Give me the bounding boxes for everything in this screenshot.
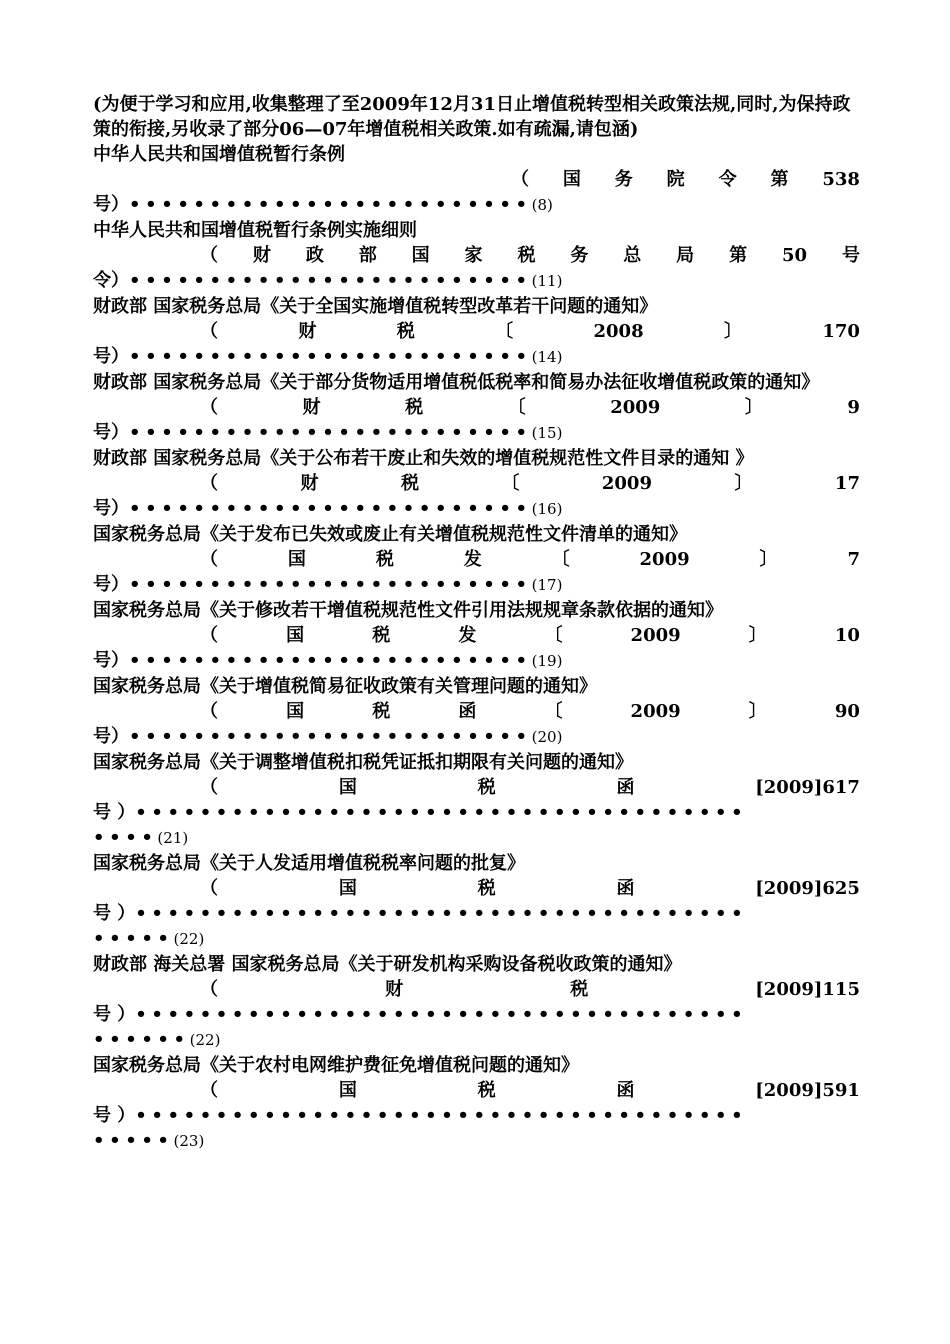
toc-entry-document-number [93,775,860,800]
leader-dots: •••••••••••••••••••••••••••••••••••••• [135,1004,748,1025]
document-number-part: （ [200,1080,218,1101]
toc-entry[interactable] [93,598,860,674]
document-number-part: 税 [400,473,419,494]
document-number-part: 财 [300,473,319,494]
document-number-part: 税 [372,701,391,722]
toc-entry[interactable] [93,218,860,294]
document-number-part: （ [511,169,529,190]
document-number-part: （ [200,473,218,494]
toc-entry-title: 国家税务总局《关于发布已失效或废止有关增值税规范性文件清单的通知》 [93,524,687,545]
toc-entry-document-number [93,699,860,724]
document-number-part: 令 [718,169,737,190]
toc-entry[interactable] [93,142,860,218]
toc-leader-line [93,825,860,851]
document-number-part: 〔 [551,549,570,570]
leader-dots: ••••••••••••••••••••••••• [129,650,532,671]
document-number-part: 税 [477,1080,496,1101]
page-number[interactable]: (22) [173,930,205,948]
page-number[interactable]: (14) [531,348,563,366]
toc-entry-title: 财政部 海关总署 国家税务总局《关于研发机构采购设备税收政策的通知》 [93,954,682,975]
toc-leader-line [93,420,860,446]
document-number-suffix: 号） [93,422,129,443]
document-number-part: 财 [302,397,321,418]
toc-entry-document-number [93,547,860,572]
document-number-part: 局 [676,245,695,266]
document-number-part: 国 [286,701,305,722]
document-number-part: 税 [477,777,496,798]
document-number-part: 税 [375,549,394,570]
document-number-suffix: 号 ） [93,1105,136,1126]
document-number-part: 税 [372,625,391,646]
toc-entry-document-number [93,395,860,420]
page-number[interactable]: (15) [531,424,563,442]
document-number-part: 170 [822,321,860,342]
document-number-suffix: 号 ） [93,1004,136,1025]
toc-leader-line [93,572,860,598]
toc-entry[interactable] [93,952,860,1053]
toc-leader-line [93,192,860,218]
document-number-part: 国 [338,777,357,798]
document-number-suffix: 号 ） [93,903,136,924]
document-number-part: 财 [252,245,271,266]
page-number[interactable]: (21) [157,829,189,847]
document-number-part: 10 [834,625,860,646]
document-body [93,92,860,1154]
toc-leader-line [93,800,860,825]
document-number-part: 第 [770,169,789,190]
toc-entry-title: 财政部 国家税务总局《关于全国实施增值税转型改革若干问题的通知》 [93,296,658,317]
document-number-part: 部 [358,245,377,266]
toc-entry-document-number [93,977,860,1002]
document-number-part: 国 [338,878,357,899]
document-number-part: 2009 [610,397,661,418]
toc-entry-document-number [93,319,860,344]
document-number-part: （ [200,321,218,342]
document-number-part: 发 [458,625,477,646]
document-number-part: 〕 [748,701,767,722]
leader-dots: •••• [93,827,158,848]
document-number-part: 财 [385,979,404,1000]
toc-leader-line [93,268,860,294]
leader-dots: •••••••••••••••••••••••••••••••••••••• [135,903,748,924]
document-number-part: 号 [841,245,860,266]
toc-entry-title: 国家税务总局《关于农村电网维护费征免增值税问题的通知》 [93,1055,579,1076]
toc-entry-title: 中华人民共和国增值税暂行条例 [93,144,345,165]
toc-entry[interactable] [93,1053,860,1154]
document-number-part: （ [200,701,218,722]
document-number-part: 9 [847,397,860,418]
document-number-part: [2009]115 [755,979,860,1000]
document-number-part: 〔 [501,473,520,494]
document-number-part: 税 [405,397,424,418]
document-number-suffix: 号 ） [93,802,136,823]
intro-paragraph: (为便于学习和应用,收集整理了至2009年12月31日止增值税转型相关政策法规,同时,为保持政策的衔接,另收录了部分06—07年增值税相关政策.如有疏漏,请包涵) [93,94,851,140]
toc-entry[interactable] [93,674,860,750]
document-number-part: [2009]617 [755,777,860,798]
toc-entry-document-number [93,243,860,268]
page-number[interactable]: (22) [189,1031,221,1049]
toc-entry-title: 国家税务总局《关于人发适用增值税税率问题的批复》 [93,853,525,874]
document-number-part: 〕 [744,397,763,418]
toc-entry[interactable] [93,851,860,952]
leader-dots: ••••• [93,1130,174,1151]
toc-entry-document-number [93,167,860,192]
toc-leader-line [93,901,860,926]
document-number-part: 院 [666,169,685,190]
toc-entry-document-number [93,623,860,648]
toc-entry-title: 国家税务总局《关于修改若干增值税规范性文件引用法规规章条款依据的通知》 [93,600,723,621]
document-number-part: 2009 [601,473,652,494]
document-number-part: 家 [464,245,483,266]
page-number[interactable]: (19) [531,652,563,670]
document-number-part: 538 [822,169,860,190]
leader-dots: ••••• [93,928,174,949]
document-number-suffix: 号） [93,650,129,671]
page-number[interactable]: (8) [531,196,553,214]
table-of-contents [93,142,860,1154]
leader-dots: ••••••••••••••••••••••••• [129,498,532,519]
page-number[interactable]: (16) [531,500,563,518]
document-number-suffix: 令） [93,270,129,291]
document-number-part: 国 [287,549,306,570]
toc-entry-document-number [93,471,860,496]
document-number-part: 政 [305,245,324,266]
document-number-part: 50 [781,245,808,266]
document-number-part: 〕 [748,625,767,646]
document-number-suffix: 号） [93,194,129,215]
document-number-part: 〔 [495,321,514,342]
document-number-part: 17 [834,473,860,494]
document-number-part: 国 [562,169,581,190]
toc-entry[interactable] [93,750,860,851]
document-number-part: （ [200,979,218,1000]
toc-entry[interactable] [93,294,860,370]
document-number-part: 财 [298,321,317,342]
leader-dots: ••••••••••••••••••••••••• [129,574,532,595]
document-number-part: （ [200,878,218,899]
toc-entry[interactable] [93,522,860,598]
leader-dots: ••••••••••••••••••••••••• [129,422,532,443]
leader-dots: •••••••••••••••••••••••••••••••••••••• [135,1105,748,1126]
document-number-part: 2009 [630,701,681,722]
document-number-part: 〕 [723,321,742,342]
document-number-part: （ [200,549,218,570]
document-number-part: 务 [570,245,589,266]
leader-dots: •••••• [93,1029,190,1050]
document-number-part: 〔 [507,397,526,418]
document-number-part: （ [200,397,218,418]
document-number-part: 2009 [630,625,681,646]
toc-leader-line [93,1103,860,1128]
document-number-part: 函 [616,878,635,899]
document-number-part: 发 [463,549,482,570]
document-number-part: 税 [570,979,589,1000]
toc-leader-line [93,496,860,522]
toc-entry[interactable] [93,446,860,522]
document-number-part: 税 [517,245,536,266]
document-number-part: 函 [458,701,477,722]
document-number-suffix: 号） [93,346,129,367]
leader-dots: ••••••••••••••••••••••••• [129,346,532,367]
toc-leader-line [93,926,860,952]
toc-leader-line [93,648,860,674]
document-number-part: 90 [834,701,860,722]
toc-entry[interactable] [93,370,860,446]
page-number[interactable]: (11) [531,272,563,290]
document-number-part: 总 [623,245,642,266]
document-number-suffix: 号） [93,498,129,519]
document-number-part: 国 [338,1080,357,1101]
document-number-part: 2008 [593,321,644,342]
toc-leader-line [93,724,860,750]
document-number-part: [2009]625 [755,878,860,899]
document-number-part: 国 [286,625,305,646]
document-number-suffix: 号） [93,574,129,595]
document-number-part: （ [200,777,218,798]
document-number-part: 税 [396,321,415,342]
toc-leader-line [93,1027,860,1053]
document-number-part: 〕 [759,549,778,570]
document-number-part: [2009]591 [755,1080,860,1101]
leader-dots: •••••••••••••••••••••••••••••••••••••• [135,802,748,823]
page-number[interactable]: (20) [531,728,563,746]
document-number-part: 国 [411,245,430,266]
document-number-part: 7 [847,549,860,570]
toc-entry-title: 财政部 国家税务总局《关于部分货物适用增值税低税率和简易办法征收增值税政策的通知》 [93,372,820,393]
toc-entry-title: 财政部 国家税务总局《关于公布若干废止和失效的增值税规范性文件目录的通知 》 [93,448,754,469]
page-number[interactable]: (23) [173,1132,205,1150]
toc-entry-document-number [93,1078,860,1103]
toc-entry-document-number [93,876,860,901]
document-number-part: 务 [614,169,633,190]
toc-leader-line [93,1128,860,1154]
document-number-part: 2009 [639,549,690,570]
leader-dots: ••••••••••••••••••••••••• [129,270,532,291]
document-number-part: 〔 [544,701,563,722]
document-number-part: 〔 [544,625,563,646]
toc-entry-title: 国家税务总局《关于增值税简易征收政策有关管理问题的通知》 [93,676,597,697]
document-number-part: （ [200,245,218,266]
document-number-part: 函 [616,1080,635,1101]
document-number-part: 〕 [734,473,753,494]
toc-leader-line [93,344,860,370]
page-number[interactable]: (17) [531,576,563,594]
leader-dots: ••••••••••••••••••••••••• [129,726,532,747]
leader-dots: ••••••••••••••••••••••••• [129,194,532,215]
document-number-part: 税 [477,878,496,899]
toc-leader-line [93,1002,860,1027]
document-number-suffix: 号） [93,726,129,747]
document-number-part: 函 [616,777,635,798]
document-number-part: （ [200,625,218,646]
toc-entry-title: 中华人民共和国增值税暂行条例实施细则 [93,220,417,241]
toc-entry-title: 国家税务总局《关于调整增值税扣税凭证抵扣期限有关问题的通知》 [93,752,633,773]
document-number-part: 第 [729,245,748,266]
